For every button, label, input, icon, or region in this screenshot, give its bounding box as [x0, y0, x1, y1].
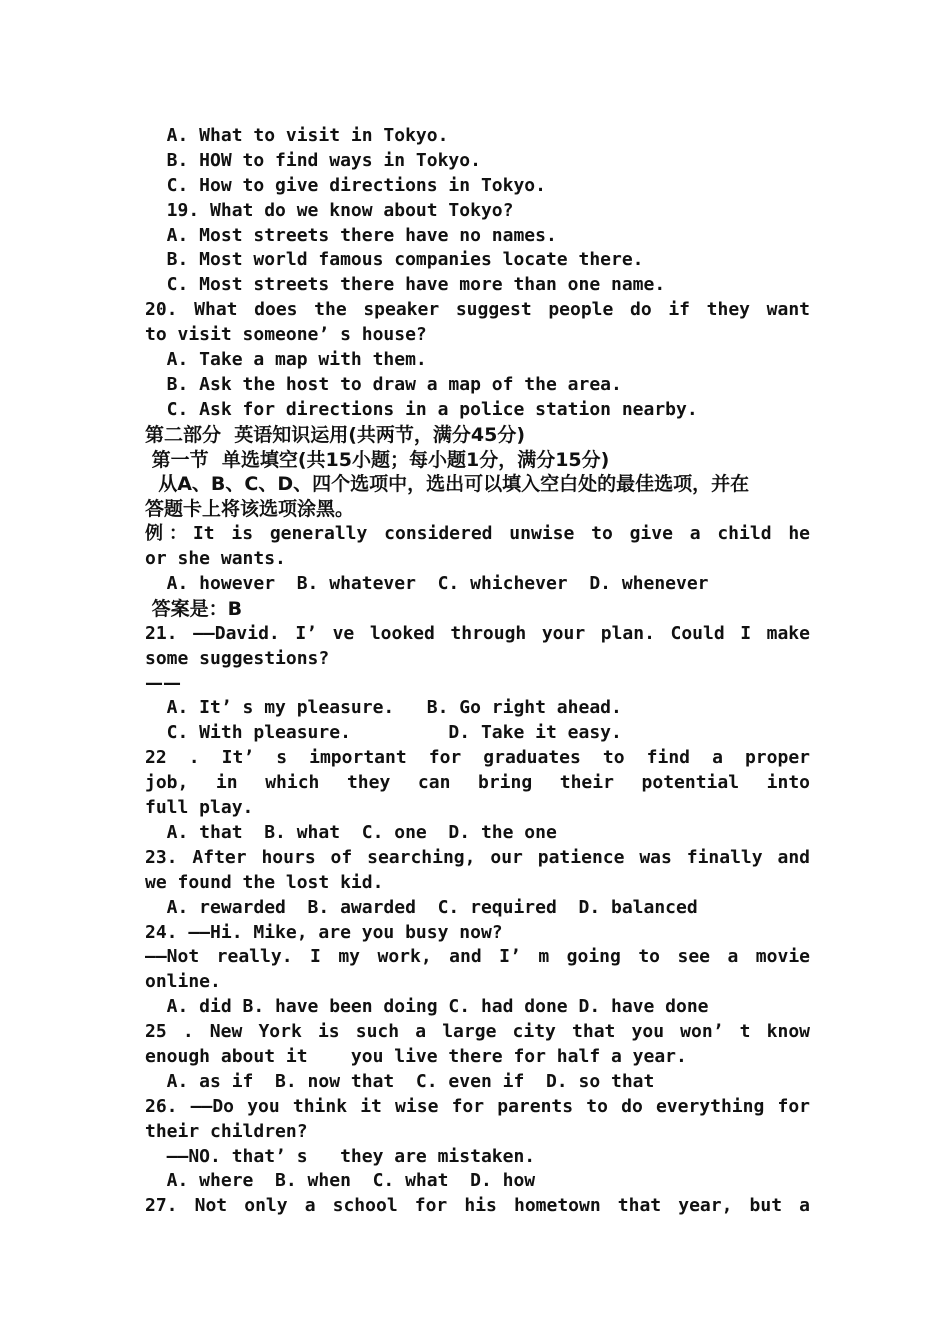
text-line: or she wants.: [145, 548, 286, 570]
text-line: 第一节 单选填空(共15小题；每小题1分，满分15分): [145, 448, 610, 471]
text-line: A. It’ s my pleasure. B. Go right ahead.: [145, 697, 622, 719]
text-line: A. where B. when C. what D. how: [145, 1170, 536, 1192]
text-line: ——Not really. I my work, and I’ m going to see a movie: [145, 946, 810, 968]
text-line: 答题卡上将该选项涂黑。: [145, 498, 355, 521]
text-line: B. Most world famous companies locate there.: [145, 249, 644, 271]
text-line: 第二部分 英语知识运用(共两节，满分45分): [145, 423, 526, 446]
text-line: job, in which they can bring their potential into: [145, 772, 810, 794]
document-page: [145, 124, 810, 1219]
text-line: 21. ——David. I’ ve looked through your plan. Could I make: [145, 622, 810, 644]
text-line: C. Ask for directions in a police station nearby.: [145, 398, 698, 420]
text-line: ——NO. that’ s they are mistaken.: [145, 1145, 536, 1167]
text-line: we found the lost kid.: [145, 871, 384, 893]
text-line: to visit someone’ s house?: [145, 324, 427, 346]
text-line: 27. Not only a school for his hometown that year, but a: [145, 1195, 810, 1217]
text-line: ——: [145, 672, 181, 694]
text-line: C. With pleasure. D. Take it easy.: [145, 722, 622, 744]
text-line: 25 . New York is such a large city that you won’ t know: [145, 1021, 810, 1043]
text-line: full play.: [145, 797, 254, 819]
text-line: C. Most streets there have more than one name.: [145, 274, 666, 296]
text-line: enough about it you live there for half a year.: [145, 1045, 687, 1067]
text-line: online.: [145, 971, 221, 993]
text-line: 24. ——Hi. Mike, are you busy now?: [145, 921, 503, 943]
text-line: C. How to give directions in Tokyo.: [145, 174, 546, 196]
text-line: 例：It is generally considered unwise to give a child he: [145, 523, 810, 545]
text-line: A. What to visit in Tokyo.: [145, 125, 449, 146]
text-line: 答案是：B: [145, 597, 243, 620]
text-line: some suggestions?: [145, 647, 330, 669]
text-line: 19. What do we know about Tokyo?: [145, 199, 514, 221]
text-line: A. did B. have been doing C. had done D. have done: [145, 996, 709, 1018]
text-line: 从A、B、C、D、四个选项中，选出可以填入空白处的最佳选项，并在: [145, 473, 750, 496]
text-line: B. Ask the host to draw a map of the area.: [145, 373, 622, 395]
text-line: A. that B. what C. one D. the one: [145, 821, 557, 843]
text-line: 22 . It’ s important for graduates to find a proper: [145, 747, 810, 769]
text-line: A. Take a map with them.: [145, 349, 427, 371]
text-line: 23. After hours of searching, our patience was finally and: [145, 846, 810, 868]
text-line: 20. What does the speaker suggest people do if they want: [145, 299, 810, 321]
text-line: 26. ——Do you think it wise for parents to do everything for: [145, 1095, 810, 1117]
text-line: A. however B. whatever C. whichever D. whenever: [145, 573, 709, 595]
text-line: A. Most streets there have no names.: [145, 224, 557, 246]
text-line: B. HOW to find ways in Tokyo.: [145, 149, 481, 171]
text-line: A. as if B. now that C. even if D. so that: [145, 1070, 655, 1092]
text-line: their children?: [145, 1120, 308, 1142]
text-line: A. rewarded B. awarded C. required D. balanced: [145, 896, 698, 918]
